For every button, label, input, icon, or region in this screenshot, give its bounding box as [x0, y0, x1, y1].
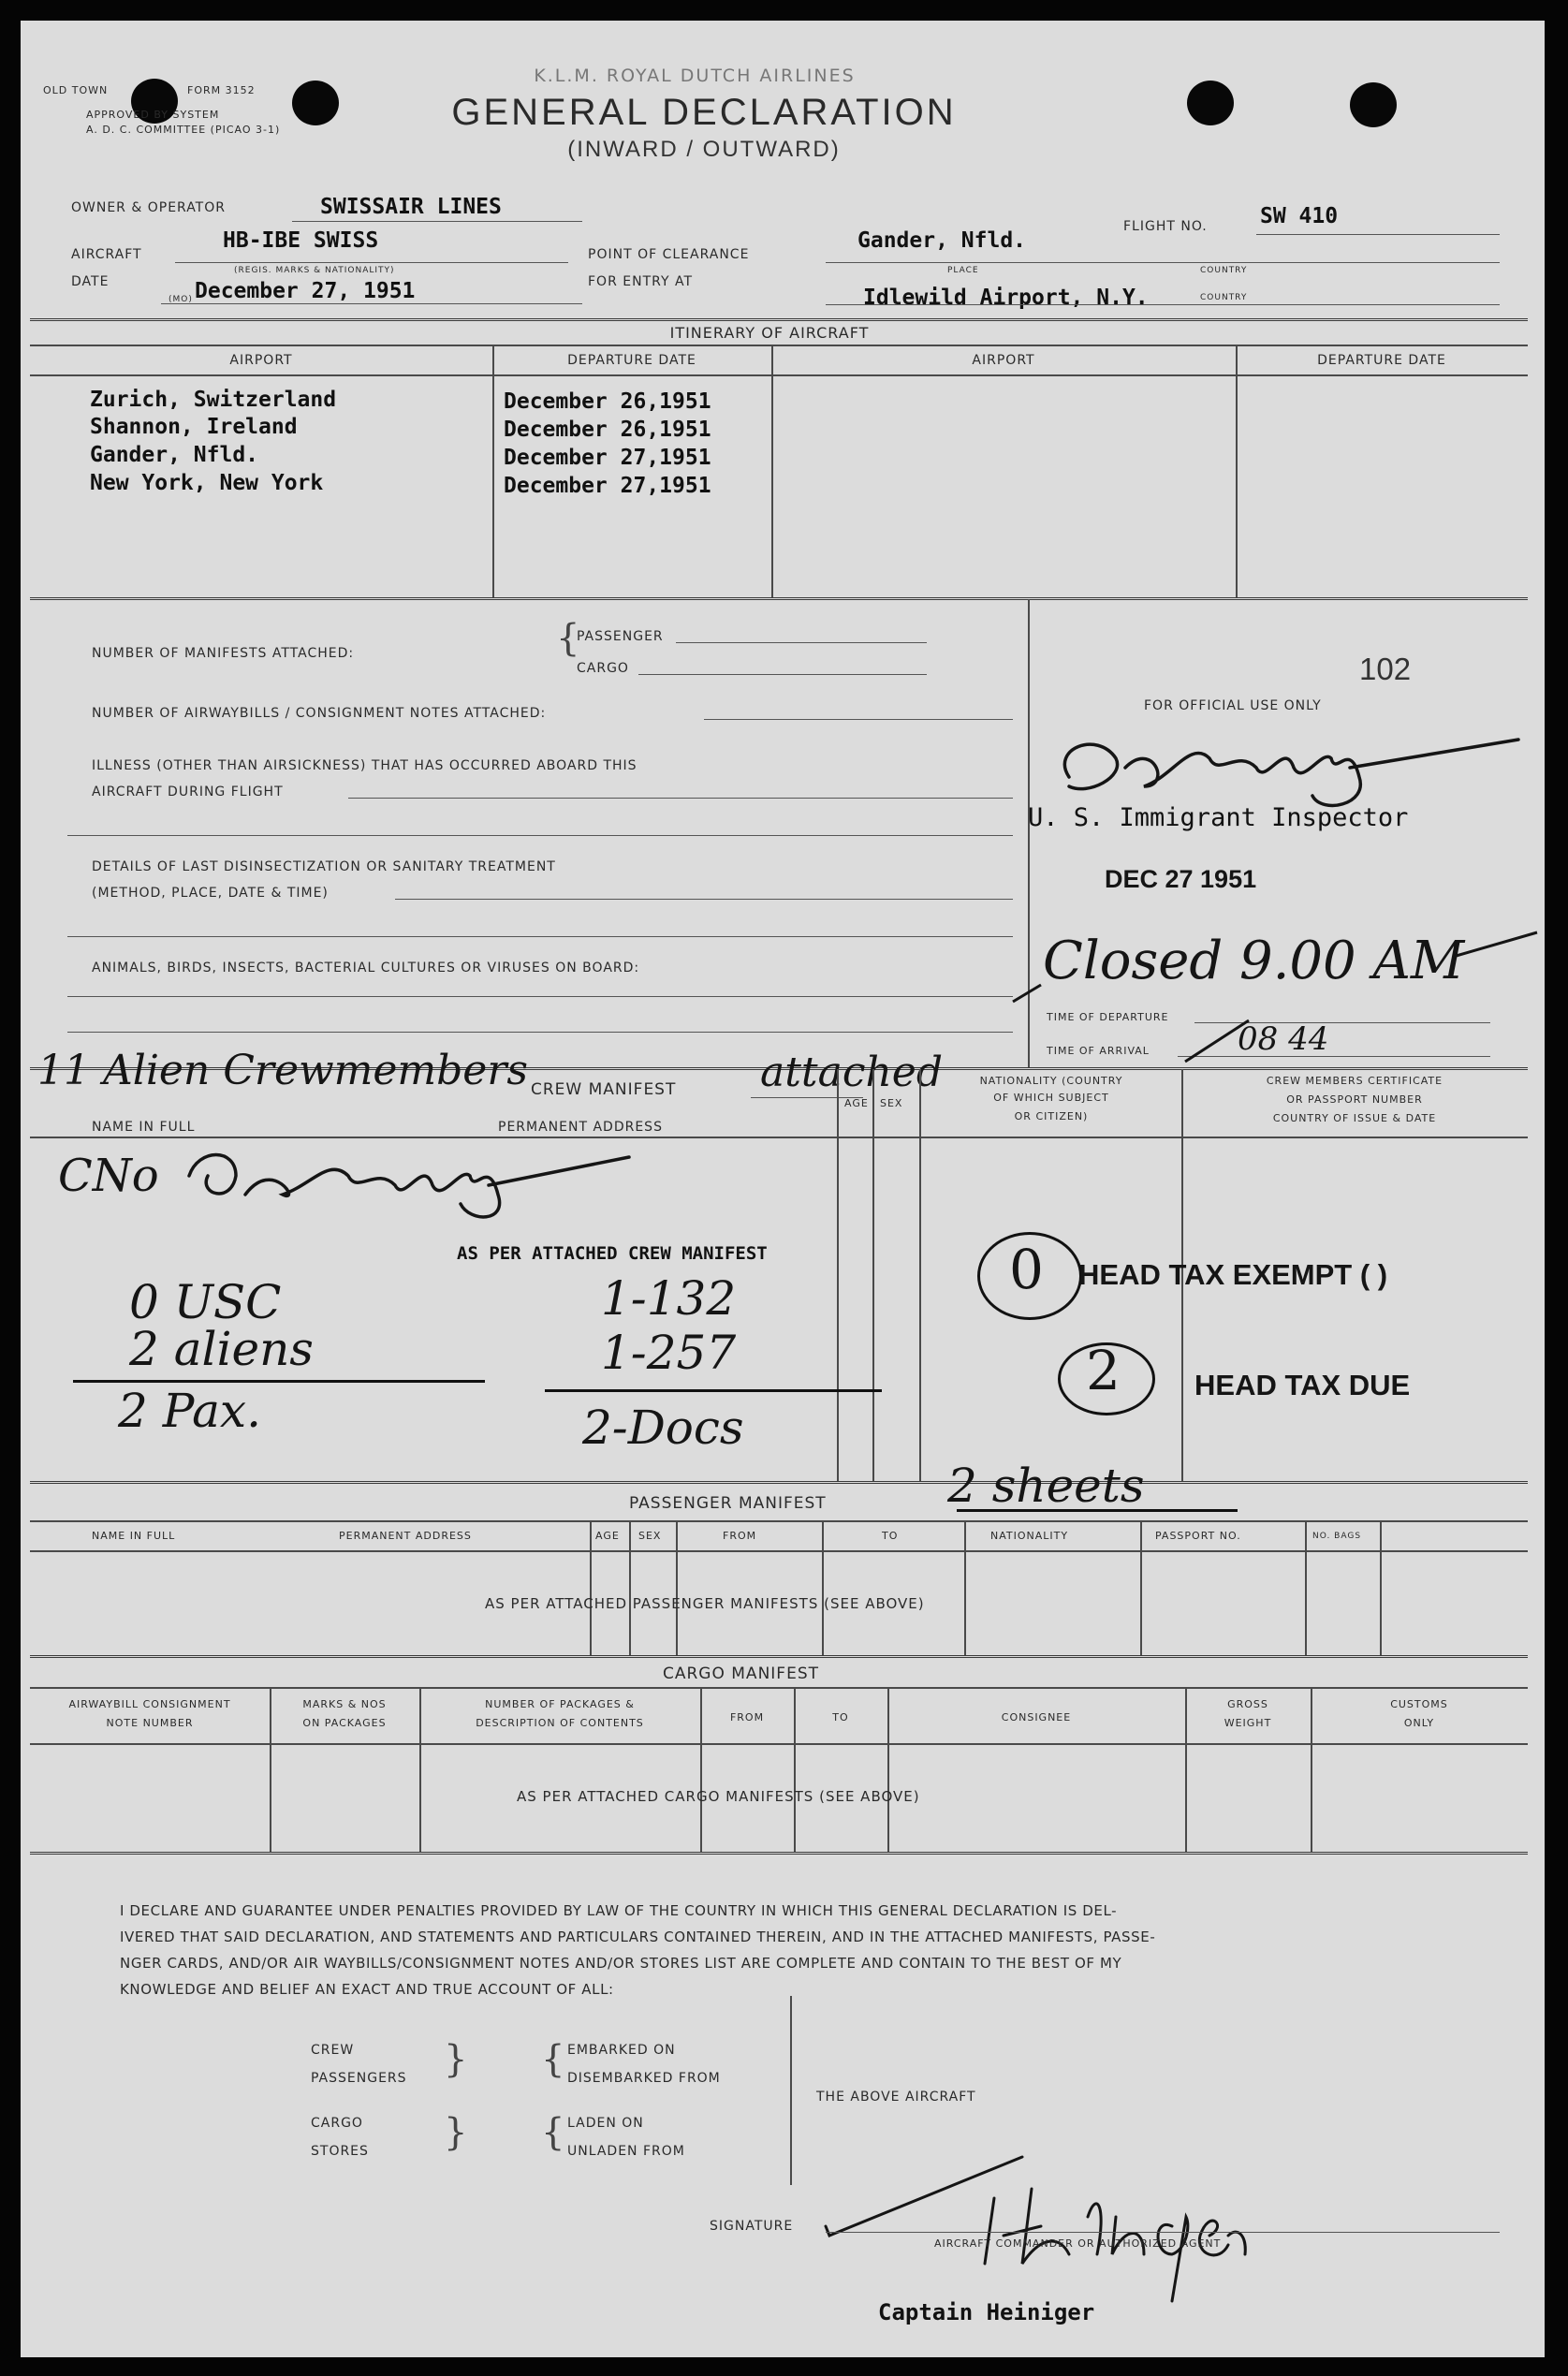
cargo-col-num-1: NUMBER OF PACKAGES & — [485, 1698, 635, 1710]
cn-mark: CNo — [58, 1150, 159, 1202]
cargo-col-gross-2: WEIGHT — [1224, 1717, 1272, 1729]
tally-usc: 0 USC — [129, 1275, 282, 1329]
itin-date-3: December 27,1951 — [504, 446, 711, 470]
crew-manifest-title: CREW MANIFEST — [531, 1080, 677, 1099]
itin-date-2: December 26,1951 — [504, 418, 711, 442]
punch-hole-3 — [1187, 81, 1234, 125]
itin-airport-1: Zurich, Switzerland — [90, 388, 337, 412]
crew-col-age: AGE — [844, 1097, 869, 1109]
pax-col-passport: PASSPORT NO. — [1155, 1530, 1241, 1542]
cargo-manifest-label: CARGO — [577, 661, 629, 676]
form-ref-1: OLD TOWN — [43, 84, 109, 96]
owner-value: SWISSAIR LINES — [320, 195, 502, 219]
crew-col-cert-1: CREW MEMBERS CERTIFICATE — [1266, 1075, 1443, 1087]
entry-value: Idlewild Airport, N.Y. — [863, 286, 1149, 310]
entry-label: FOR ENTRY AT — [588, 274, 693, 289]
signature-handwritten-text — [966, 2226, 970, 2227]
declaration-form: OLD TOWN FORM 3152 APPROVED BY SYSTEM A. D. C. COMMITTEE (PICAO 3-1) K.L.M. ROYAL DUTCH AIRLINES GENERAL DECLARATION (INWARD / OUTWARD) OWNER & OPERATOR SWISSAIR LINES AIRCRAFT HB-IBE SWISS (REGIS. MARKS & NATIONALITY) DATE (MO) December 27, 1951 POINT OF CLEARANCE Gander, Nfld. PLACE COUNTRY FOR ENTRY AT Idlewild Airport, N.Y. COUNTRY FLIGHT NO. SW 410 ITINERARY OF AIRCRAFT AIRPORT DEPARTURE DATE AIRPORT DEPARTURE DATE Zurich, Switzerland December 26,1951 Shannon, Ireland December 26,1951 Gander, Nfld. December 27,1951 New York, New York December 27,1951 NUMBER OF MANIFESTS ATTACHED: { PASSENGER CARGO NUMBER OF AIRWAYBILLS / CONSIGNMENT NOTES ATTACHED: ILLNESS (OTHER THAN AIRSICKNESS) THAT HAS OCCURRED ABOARD THIS AIRCRAFT DURING FLIGHT DETAILS OF LAST DISINSECTIZATION OR SANITARY TREATMENT (METHOD, PLACE, DATE & TIME) ANIMALS, BIRDS, INSECTS, BACTERIAL CULTURES OR VIRUSES ON BOARD: 102 FOR OFFICIAL USE ONLY U. S. Immigrant Inspector DEC 27 1951 Closed 9.00 AM TIME OF DEPARTURE TIME OF ARRIVAL 08 44 11 Alien Crewmembers CREW MANIFEST attached NAME IN FULL PERMANENT ADDRESS AGE SEX NATIONALITY (COUNTRY OF WHICH SUBJECT OR CITIZEN) CREW MEMBERS CERTIFICATE OR PASSPORT NUMBER COUNTRY OF ISSUE & DATE CNo AS PER ATTACHED CREW MANIFEST 0 USC 2 aliens 2 Pax. 1-132 1-257 2-Docs 0 HEAD TAX EXEMPT ( ) 2 HEAD TAX DUE PASSENGER MANIFEST 2 sheets NAME IN FULL PERMANENT ADDRESS AGE SEX FROM TO NATIONALITY PASSPORT NO. NO. BAGS AS PER ATTACHED PASSENGER MANIFESTS (SEE ABOVE) CARGO MANIFEST AIRWAYBILL CONSIGNMENT NOTE NUMBER MARKS & NOS ON PACKAGES NUMBER OF PACKAGES & DESCRIPTION OF CONTENTS FROM TO CONSIGNEE GROSS WEIGHT CUSTOMS ONLY AS PER ATTACHED CARGO MANIFESTS (SEE ABOVE) I DECLARE AND GUARANTEE UNDER PENALTIES PROVIDED BY LAW OF THE COUNTRY IN WHICH THIS GENERAL DECLARATION IS DEL- IVERED THAT SAID DECLARATION, AND STATEMENTS AND PARTICULARS CONTAINED THEREIN, AND IN THE ATTACHED MANIFESTS, PASSE- NGER CARDS, AND/OR AIR WAYBILLS/CONSIGNMENT NOTES AND/OR STORES LIST ARE COMPLETE AND CONTAIN TO THE BEST OF MY KNOWLEDGE AND BELIEF AN EXACT AND TRUE ACCOUNT OF ALL: CREW PASSENGERS } CARGO STORES } { EMBARKED ON DISEMBARKED FROM { LADEN ON UNLADEN FROM THE ABOVE AIRCRAFT SIGNATURE AIRCRAFT COMMANDER OR AUTHORIZED AGENT Captain Heiniger — [21, 21, 1545, 2357]
country-sub: COUNTRY — [1200, 266, 1248, 275]
pax-as-per: AS PER ATTACHED PASSENGER MANIFESTS (SEE ABOVE) — [485, 1595, 925, 1612]
flight-no-label: FLIGHT NO. — [1123, 219, 1208, 234]
cargo-col-gross-1: GROSS — [1227, 1698, 1268, 1710]
place-sub: PLACE — [947, 266, 979, 275]
itin-col-departure: DEPARTURE DATE — [567, 353, 696, 368]
pax-col-to: TO — [882, 1530, 899, 1542]
inspector-stamp-date: DEC 27 1951 — [1105, 865, 1257, 893]
docs-1: 1-132 — [601, 1271, 737, 1326]
country-sub-2: COUNTRY — [1200, 293, 1248, 302]
decl-embarked: EMBARKED ON — [567, 2043, 676, 2058]
cargo-col-consignee: CONSIGNEE — [1001, 1711, 1072, 1723]
aircraft-label: AIRCRAFT — [71, 247, 142, 262]
disinsect-line-2: (METHOD, PLACE, DATE & TIME) — [92, 886, 329, 901]
pax-col-name: NAME IN FULL — [92, 1530, 176, 1542]
passenger-sheets-note: 2 sheets — [947, 1459, 1145, 1513]
commander-signature — [816, 2076, 1341, 2301]
cargo-col-awb-1: AIRWAYBILL CONSIGNMENT — [68, 1698, 231, 1710]
aircraft-sub: (REGIS. MARKS & NATIONALITY) — [234, 266, 395, 275]
form-subtitle: (INWARD / OUTWARD) — [567, 137, 841, 162]
docs-2: 1-257 — [601, 1326, 737, 1380]
crew-attached-note: attached — [760, 1049, 944, 1096]
aircraft-value: HB-IBE SWISS — [223, 228, 379, 253]
crew-col-nat-2: OF WHICH SUBJECT — [993, 1092, 1109, 1104]
itin-airport-4: New York, New York — [90, 471, 324, 495]
cargo-col-marks-1: MARKS & NOS — [302, 1698, 387, 1710]
itin-airport-3: Gander, Nfld. — [90, 443, 259, 467]
pax-col-nationality: NATIONALITY — [990, 1530, 1069, 1542]
punch-hole-2 — [292, 81, 339, 125]
disinsect-line-1: DETAILS OF LAST DISINSECTIZATION OR SANITARY TREATMENT — [92, 859, 556, 874]
itin-date-1: December 26,1951 — [504, 389, 711, 414]
official-number: 102 — [1359, 652, 1412, 686]
docs-3: 2-Docs — [582, 1401, 744, 1455]
departure-time-label: TIME OF DEPARTURE — [1047, 1011, 1169, 1023]
date-value: December 27, 1951 — [195, 279, 416, 303]
cargo-col-awb-2: NOTE NUMBER — [106, 1717, 194, 1729]
itin-col-airport: AIRPORT — [229, 353, 293, 368]
arrival-time-label: TIME OF ARRIVAL — [1047, 1045, 1150, 1057]
exempt-number: 0 — [1009, 1238, 1044, 1301]
cargo-manifest-title: CARGO MANIFEST — [663, 1665, 819, 1683]
tally-aliens: 2 aliens — [129, 1322, 314, 1376]
illness-line-2: AIRCRAFT DURING FLIGHT — [92, 785, 284, 799]
flight-no-value: SW 410 — [1260, 204, 1339, 228]
animals-label: ANIMALS, BIRDS, INSECTS, BACTERIAL CULTURES OR VIRUSES ON BOARD: — [92, 961, 640, 975]
closed-note: Closed 9.00 AM — [1043, 931, 1465, 991]
manifests-attached-label: NUMBER OF MANIFESTS ATTACHED: — [92, 646, 355, 661]
itin-col-airport-2: AIRPORT — [972, 353, 1035, 368]
form-ref-2: FORM 3152 — [187, 84, 256, 96]
clearance-value: Gander, Nfld. — [857, 228, 1027, 253]
tally-pax: 2 Pax. — [118, 1384, 262, 1438]
arrival-time-value: 08 44 — [1238, 1020, 1329, 1058]
cargo-col-customs-2: ONLY — [1403, 1717, 1435, 1729]
pax-col-bags: NO. BAGS — [1312, 1532, 1362, 1541]
cargo-col-marks-2: ON PACKAGES — [302, 1717, 387, 1729]
date-label: DATE — [71, 274, 110, 289]
crew-signature — [180, 1138, 648, 1223]
alien-crew-note: 11 Alien Crewmembers — [37, 1047, 528, 1094]
pax-col-from: FROM — [723, 1530, 757, 1542]
itin-date-4: December 27,1951 — [504, 474, 711, 498]
airline-top: K.L.M. ROYAL DUTCH AIRLINES — [534, 66, 856, 86]
due-number: 2 — [1086, 1339, 1121, 1402]
itinerary-title: ITINERARY OF AIRCRAFT — [669, 324, 870, 342]
cargo-col-customs-1: CUSTOMS — [1390, 1698, 1448, 1710]
pax-col-sex: SEX — [638, 1530, 662, 1542]
cargo-col-to: TO — [832, 1711, 849, 1723]
declaration-line-4: KNOWLEDGE AND BELIEF AN EXACT AND TRUE ACCOUNT OF ALL: — [120, 1981, 614, 1998]
declaration-line-3: NGER CARDS, AND/OR AIR WAYBILLS/CONSIGNMENT NOTES AND/OR STORES LIST ARE COMPLETE AND CONTAIN TO THE BEST OF MY — [120, 1955, 1122, 1972]
date-sub: (MO) — [169, 295, 193, 304]
inspector-title: U. S. Immigrant Inspector — [1028, 803, 1409, 832]
crew-col-nat-3: OR CITIZEN) — [1014, 1110, 1089, 1122]
captain-name: Captain Heiniger — [878, 2299, 1095, 2325]
pax-col-address: PERMANENT ADDRESS — [339, 1530, 472, 1542]
crew-col-cert-2: OR PASSPORT NUMBER — [1286, 1093, 1423, 1106]
decl-unladen: UNLADEN FROM — [567, 2144, 685, 2159]
form-title: GENERAL DECLARATION — [451, 92, 957, 133]
signature-label: SIGNATURE — [710, 2219, 794, 2234]
itin-airport-2: Shannon, Ireland — [90, 415, 298, 439]
pax-col-age: AGE — [595, 1530, 620, 1542]
cargo-col-from: FROM — [729, 1711, 765, 1723]
decl-passengers: PASSENGERS — [311, 2071, 407, 2086]
declaration-line-1: I DECLARE AND GUARANTEE UNDER PENALTIES PROVIDED BY LAW OF THE COUNTRY IN WHICH THIS GENERAL DECLARATION IS DEL- — [120, 1902, 1118, 1919]
approved-line-2: A. D. C. COMMITTEE (PICAO 3-1) — [86, 124, 281, 136]
official-use-label: FOR OFFICIAL USE ONLY — [1144, 698, 1322, 713]
punch-hole-4 — [1350, 82, 1397, 127]
decl-stores: STORES — [311, 2144, 369, 2159]
crew-as-per: AS PER ATTACHED CREW MANIFEST — [457, 1243, 768, 1264]
crew-col-sex: SEX — [880, 1097, 903, 1109]
head-tax-exempt: HEAD TAX EXEMPT ( ) — [1078, 1258, 1388, 1291]
decl-above-aircraft: THE ABOVE AIRCRAFT — [816, 2090, 976, 2105]
crew-col-name: NAME IN FULL — [92, 1120, 196, 1135]
commander-label: AIRCRAFT COMMANDER OR AUTHORIZED AGENT — [934, 2237, 1222, 2250]
airwaybills-label: NUMBER OF AIRWAYBILLS / CONSIGNMENT NOTES ATTACHED: — [92, 706, 547, 721]
passenger-manifest-label: PASSENGER — [577, 629, 664, 644]
approved-line-1: APPROVED BY SYSTEM — [86, 109, 220, 121]
decl-cargo: CARGO — [311, 2116, 363, 2131]
crew-col-cert-3: COUNTRY OF ISSUE & DATE — [1272, 1112, 1437, 1124]
decl-crew: CREW — [311, 2043, 355, 2058]
passenger-manifest-title: PASSENGER MANIFEST — [629, 1494, 827, 1513]
illness-line-1: ILLNESS (OTHER THAN AIRSICKNESS) THAT HAS OCCURRED ABOARD THIS — [92, 758, 637, 773]
cargo-as-per: AS PER ATTACHED CARGO MANIFESTS (SEE ABOVE) — [517, 1788, 920, 1805]
cargo-col-num-2: DESCRIPTION OF CONTENTS — [476, 1717, 644, 1729]
declaration-line-2: IVERED THAT SAID DECLARATION, AND STATEMENTS AND PARTICULARS CONTAINED THEREIN, AND IN THE ATTACHED MANIFESTS, PASSE- — [120, 1929, 1156, 1945]
crew-col-address: PERMANENT ADDRESS — [498, 1120, 663, 1135]
owner-label: OWNER & OPERATOR — [71, 200, 226, 215]
decl-laden: LADEN ON — [567, 2116, 644, 2131]
clearance-label: POINT OF CLEARANCE — [588, 247, 750, 262]
crew-col-nat-1: NATIONALITY (COUNTRY — [979, 1075, 1123, 1087]
head-tax-due: HEAD TAX DUE — [1194, 1369, 1411, 1401]
itin-col-departure-2: DEPARTURE DATE — [1317, 353, 1446, 368]
decl-disembarked: DISEMBARKED FROM — [567, 2071, 721, 2086]
